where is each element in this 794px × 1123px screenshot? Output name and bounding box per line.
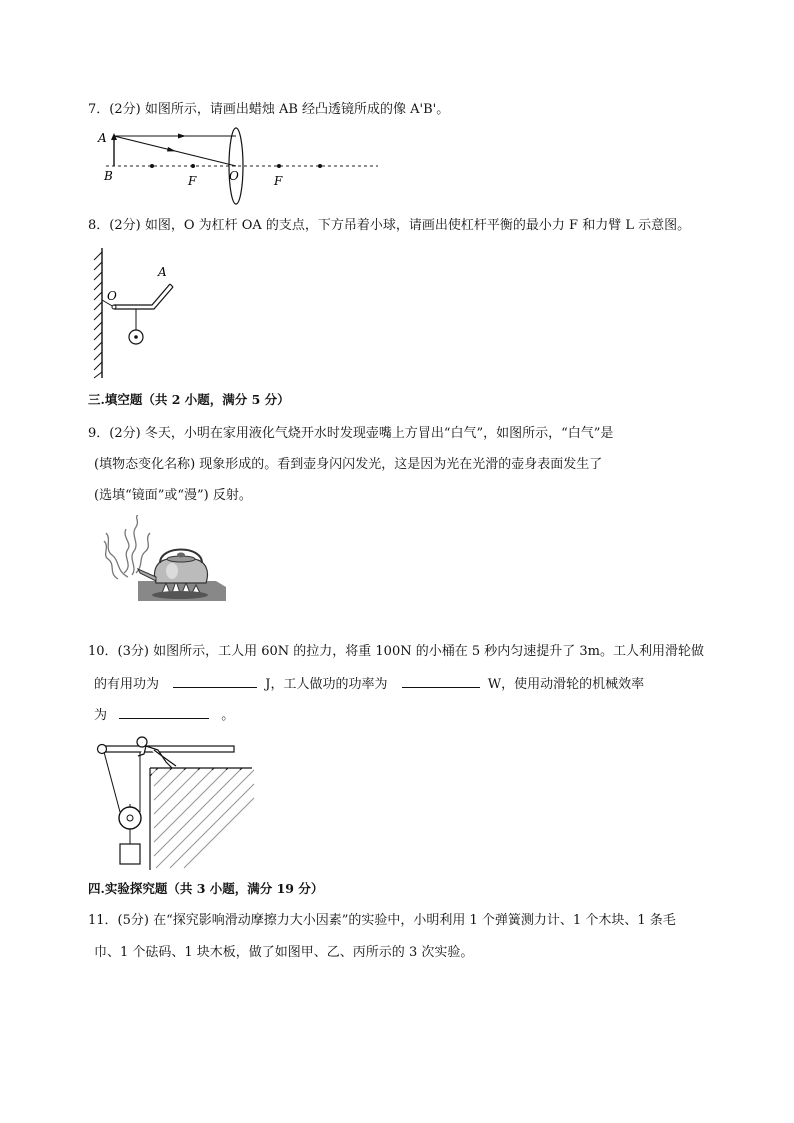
q7-label-f1: F	[188, 174, 197, 188]
q11-line2: 巾、1 个砝码、1 块木板，做了如图甲、乙、丙所示的 3 次实验。	[94, 945, 474, 960]
q10-line1: 10．(3分) 如图所示，工人用 60N 的拉力，将重 100N 的小桶在 5 秒内匀速提升了 3m。工人利用滑轮做	[88, 644, 704, 659]
q9-kettle-picture	[98, 515, 228, 605]
q7-label-b: B	[104, 169, 113, 183]
q8-label-o: O	[107, 289, 117, 303]
q10-power-blank	[402, 675, 480, 688]
q7-label-o: O	[229, 169, 239, 183]
q10-power-prefix: J，工人做功的功率为	[265, 677, 388, 692]
q10-efficiency-prefix: W，使用动滑轮的机械效率	[487, 677, 645, 692]
section3-title: 三.填空题（共 2 小题，满分 5 分）	[88, 392, 290, 407]
q7-label-f2: F	[274, 174, 283, 188]
q10-useful-work-blank	[173, 675, 257, 688]
q10-useful-work-prefix: 的有用功为	[94, 677, 160, 692]
q10-line2	[94, 675, 644, 694]
q9-line1: 9．(2分) 冬天，小明在家用液化气烧开水时发现壶嘴上方冒出“白气”，如图所示，“白气”是	[88, 426, 614, 441]
q8-label-a: A	[158, 265, 167, 279]
q10-line3-end: 。	[221, 708, 235, 723]
q10-pulley-figure	[92, 732, 258, 872]
q8-lever-figure	[92, 244, 192, 380]
q10-efficiency-blank	[119, 706, 209, 719]
q7-lens-figure	[96, 124, 386, 206]
q9-line3: (选填“镜面”或“漫”) 反射。	[94, 488, 252, 503]
q10-efficiency-label: 为	[94, 708, 108, 723]
q11-line1: 11．(5分) 在“探究影响滑动摩擦力大小因素”的实验中，小明利用 1 个弹簧测力计、1 个木块、1 条毛	[88, 913, 676, 928]
q7-label-a: A	[98, 131, 107, 145]
section4-title: 四.实验探究题（共 3 小题，满分 19 分）	[88, 881, 324, 896]
q9-line2: (填物态变化名称) 现象形成的。看到壶身闪闪发光，这是因为光在光滑的壶身表面发生了	[94, 457, 603, 472]
q8-text: 8．(2分) 如图，O 为杠杆 OA 的支点，下方吊着小球，请画出使杠杆平衡的最小力 F 和力臂 L 示意图。	[88, 218, 691, 233]
q10-line3	[94, 706, 234, 725]
q7-text: 7．(2分) 如图所示，请画出蜡烛 AB 经凸透镜所成的像 A'B'。	[88, 102, 450, 117]
